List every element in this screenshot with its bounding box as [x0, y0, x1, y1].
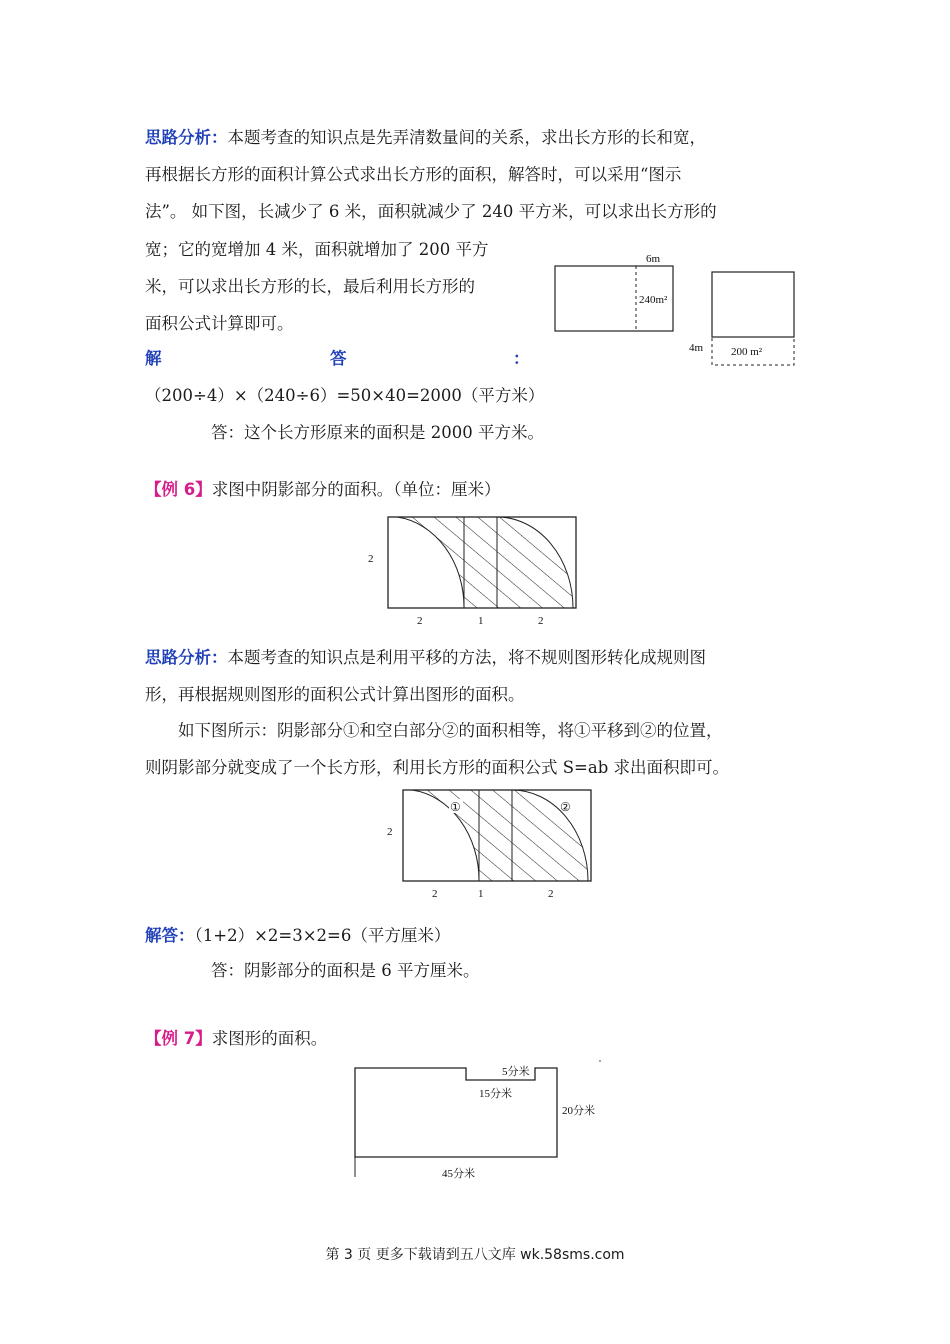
- right-side-label: 20分米: [562, 1105, 595, 1117]
- ex6-answer-line: [145, 925, 450, 947]
- shaded-figure-1: [360, 510, 590, 630]
- analysis-line-6: 面积公式计算即可。: [145, 314, 294, 333]
- notch-width-label: 5分米: [502, 1066, 530, 1078]
- ex6-analysis-line-2: 形，再根据规则图形的面积公式计算出图形的面积。: [145, 685, 525, 704]
- fig2-bottom-1: 2: [432, 888, 438, 900]
- analysis-line-5: 米，可以求出长方形的长，最后利用长方形的: [145, 277, 475, 296]
- ex6-analysis-line-3: 如下图所示：阴影部分①和空白部分②的面积相等，将①平移到②的位置，: [178, 721, 723, 740]
- ex6-analysis-text-1: 本题考查的知识点是利用平移的方法，将不规则图形转化成规则图: [227, 648, 706, 667]
- ex6-answer-label: 解答：: [145, 926, 195, 945]
- example-6-line: [145, 479, 500, 501]
- ex6-answer: 答：阴影部分的面积是 6 平方厘米。: [211, 961, 480, 980]
- fig-left-label: 2: [368, 553, 374, 565]
- example-6-tag: 【例 6】: [145, 480, 212, 499]
- fig2-bottom-3: 2: [548, 888, 554, 900]
- second-rect: [712, 272, 794, 337]
- fig-bottom-1: 2: [417, 615, 423, 627]
- shaded-region: [397, 517, 573, 608]
- ex6-analysis-line-4: 则阴影部分就变成了一个长方形，利用长方形的面积公式 S=ab 求出面积即可。: [145, 758, 730, 777]
- answer-label-2: 答: [330, 349, 347, 368]
- answer-label-3: ：: [513, 349, 530, 368]
- ex6-formula: （1+2）×2=3×2=6（平方厘米）: [194, 926, 451, 945]
- example-7-tag: 【例 7】: [145, 1029, 212, 1048]
- analysis-line-2: 再根据长方形的面积计算公式求出长方形的面积，解答时，可以采用“图示: [145, 165, 682, 184]
- rectangle-figure: [545, 245, 805, 375]
- fig-area-a: 240m²: [639, 294, 668, 306]
- analysis-line-4: 宽；它的宽增加 4 米，面积就增加了 200 平方: [145, 240, 489, 259]
- example-7-line: [145, 1028, 327, 1050]
- answer-label-1: 解: [145, 349, 162, 368]
- fig-side-label: 4m: [689, 342, 704, 354]
- answer-1: 答：这个长方形原来的面积是 2000 平方米。: [211, 423, 544, 442]
- analysis-label: 思路分析：: [145, 128, 228, 147]
- ex6-analysis-line-1: [145, 647, 706, 669]
- shaded-figure-2: [375, 783, 605, 903]
- formula-1: （200÷4）×（240÷6）=50×40=2000（平方米）: [145, 386, 545, 405]
- analysis-line-3: 法”。 如下图，长减少了 6 米，面积就减少了 240 平方米，可以求出长方形的: [145, 202, 717, 221]
- analysis-text-1: 本题考查的知识点是先弄清数量间的关系，求出长方形的长和宽，: [227, 128, 706, 147]
- notched-rectangle-figure: [345, 1060, 615, 1190]
- fig-bottom-3: 2: [538, 615, 544, 627]
- region-marker-1: ①: [450, 800, 461, 814]
- region-marker-2: ②: [560, 800, 571, 814]
- fig2-left-label: 2: [387, 826, 393, 838]
- bottom-side-label: 45分米: [442, 1168, 475, 1180]
- fig-top-label: 6m: [646, 253, 661, 265]
- fig2-bottom-2: 1: [478, 888, 484, 900]
- analysis-line-1: [145, 127, 706, 149]
- notch-depth-label: 15分米: [479, 1088, 512, 1100]
- notched-shape: [355, 1068, 557, 1157]
- page-footer: 第 3 页 更多下载请到五八文库 wk.58sms.com: [325, 1247, 625, 1263]
- fig-bottom-2: 1: [478, 615, 484, 627]
- ex6-analysis-label: 思路分析：: [145, 648, 228, 667]
- fig-area-b: 200 m²: [731, 346, 763, 358]
- example-6-question: 求图中阴影部分的面积。（单位：厘米）: [211, 480, 501, 499]
- example-7-question: 求图形的面积。: [211, 1029, 328, 1048]
